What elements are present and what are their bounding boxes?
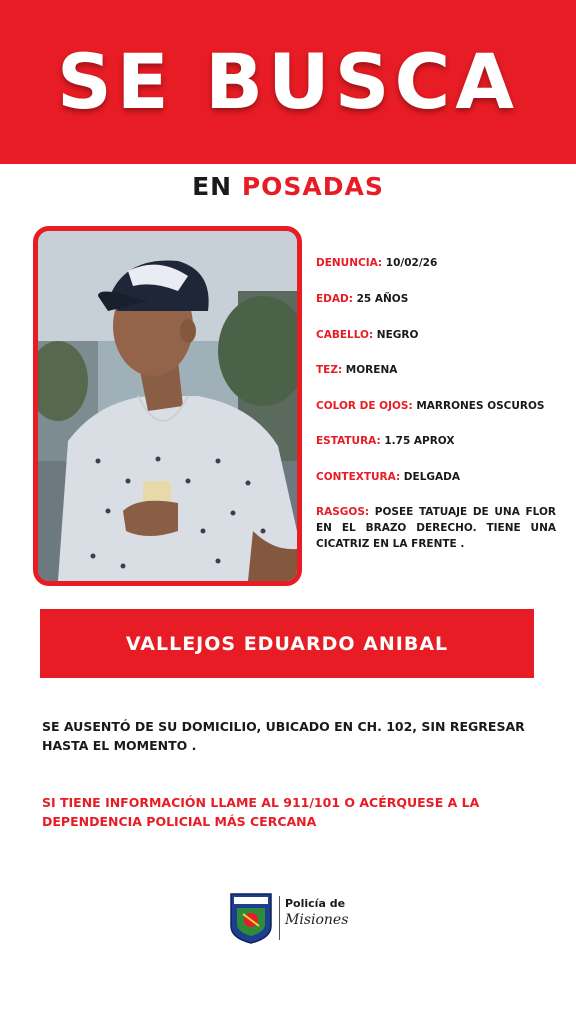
police-shield-icon bbox=[229, 892, 273, 944]
logo-org-line2: Misiones bbox=[285, 912, 349, 928]
header-banner bbox=[0, 0, 576, 164]
location-subtitle bbox=[0, 172, 576, 201]
detail-estatura: ESTATURA: 1.75 APROX bbox=[316, 435, 455, 447]
police-logo bbox=[229, 892, 359, 944]
detail-rasgos: RASGOS: POSEE TATUAJE DE UNA FLOR EN EL BRAZO DERECHO. TIENE UNA CICATRIZ EN LA FRENTE . bbox=[316, 506, 556, 550]
disappearance-description: SE AUSENTÓ DE SU DOMICILIO, UBICADO EN CH. 102, SIN REGRESAR HASTA EL MOMENTO . bbox=[42, 719, 525, 753]
detail-edad: EDAD: 25 AÑOS bbox=[316, 293, 409, 305]
detail-denuncia: DENUNCIA: 10/02/26 bbox=[316, 257, 438, 269]
subtitle-prefix: EN bbox=[192, 172, 233, 201]
detail-contextura: CONTEXTURA: DELGADA bbox=[316, 471, 460, 483]
poster-title: SE BUSCA bbox=[56, 37, 520, 126]
detail-color-ojos: COLOR DE OJOS: MARRONES OSCUROS bbox=[316, 400, 545, 412]
person-name: VALLEJOS EDUARDO ANIBAL bbox=[125, 632, 449, 655]
subtitle-city: POSADAS bbox=[241, 172, 384, 201]
missing-person-photo bbox=[33, 226, 302, 586]
detail-cabello: CABELLO: NEGRO bbox=[316, 329, 419, 341]
logo-divider bbox=[279, 896, 280, 940]
person-photo-illustration bbox=[38, 231, 297, 581]
logo-org-line1: Policía de bbox=[285, 897, 346, 910]
detail-tez: TEZ: MORENA bbox=[316, 364, 398, 376]
contact-call-to-action: SI TIENE INFORMACIÓN LLAME AL 911/101 O ACÉRQUESE A LA DEPENDENCIA POLICIAL MÁS CERCANA bbox=[42, 795, 480, 829]
name-banner bbox=[40, 609, 534, 678]
